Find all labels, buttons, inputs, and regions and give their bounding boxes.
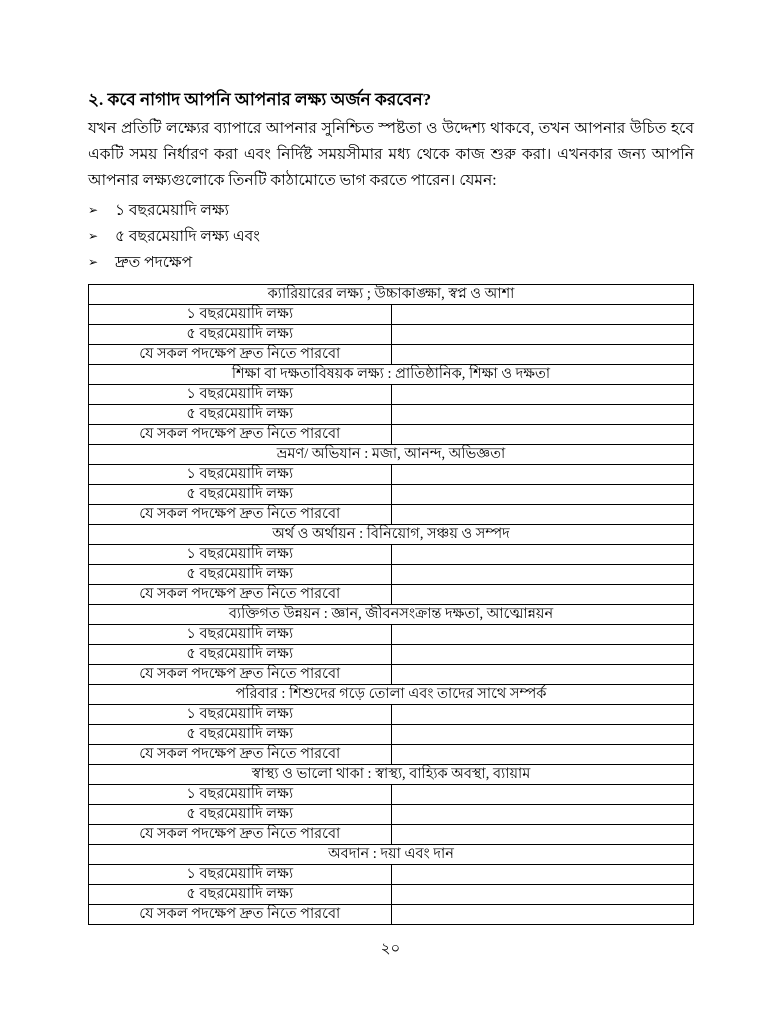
row-label: ৫ বছরমেয়াদি লক্ষ্য [89, 405, 392, 425]
row-label: যে সকল পদক্ষেপ দ্রুত নিতে পারবো [89, 585, 392, 605]
list-item-label: ১ বছরমেয়াদি লক্ষ্য [115, 202, 229, 219]
table-row [89, 865, 694, 885]
section-title: পরিবার : শিশুদের গড়ে তোলা এবং তাদের সাথে সম্পর্ক [89, 685, 694, 705]
row-label: ৫ বছরমেয়াদি লক্ষ্য [89, 565, 392, 585]
goals-table [88, 284, 694, 925]
row-value-cell [391, 385, 694, 405]
list-item [88, 198, 694, 224]
arrow-bullet-icon: ➢ [88, 229, 99, 243]
arrow-bullet-icon: ➢ [88, 203, 99, 217]
table-row [89, 545, 694, 565]
section-heading: ২. কবে নাগাদ আপনি আপনার লক্ষ্য অর্জন করবেন? [88, 90, 432, 109]
row-label: ১ বছরমেয়াদি লক্ষ্য [89, 705, 392, 725]
row-label: যে সকল পদক্ষেপ দ্রুত নিতে পারবো [89, 825, 392, 845]
table-row [89, 825, 694, 845]
table-row [89, 385, 694, 405]
section-title: ভ্রমণ/ অভিযান : মজা, আনন্দ, অভিজ্ঞতা [89, 445, 694, 465]
section-title: ক্যারিয়ারের লক্ষ্য ; উচ্চাকাঙ্ক্ষা, স্বপ্ন ও আশা [89, 285, 694, 305]
page-number: ২০ [380, 941, 401, 957]
table-row [89, 305, 694, 325]
intro-paragraph: যখন প্রতিটি লক্ষ্যের ব্যাপারে আপনার সুনিশ্চিত স্পষ্টতা ও উদ্দেশ্য থাকবে, তখন আপনার উচিত হবে একটি সময় নির্ধারণ করা এবং নির্দিষ্ট সময়সীমার মধ্য থেকে কাজ শুরু করা। এখনকার জন্য আপনি আপনার লক্ষ্যগুলোকে তিনটি কাঠামোতে ভাগ করতে পারেন। যেমন: [88, 120, 694, 189]
row-value-cell [391, 345, 694, 365]
table-row [89, 805, 694, 825]
row-label: ৫ বছরমেয়াদি লক্ষ্য [89, 325, 392, 345]
row-label: ১ বছরমেয়াদি লক্ষ্য [89, 625, 392, 645]
table-section-header-row [89, 445, 694, 465]
table-section-header-row [89, 845, 694, 865]
row-value-cell [391, 405, 694, 425]
section-title: শিক্ষা বা দক্ষতাবিষয়ক লক্ষ্য : প্রাতিষ্ঠানিক, শিক্ষা ও দক্ষতা [89, 365, 694, 385]
table-row [89, 505, 694, 525]
row-value-cell [391, 545, 694, 565]
section-title: অর্থ ও অর্থায়ন : বিনিয়োগ, সঞ্চয় ও সম্পদ [89, 525, 694, 545]
section-title: অবদান : দয়া এবং দান [89, 845, 694, 865]
list-item [88, 250, 694, 276]
row-value-cell [391, 585, 694, 605]
row-value-cell [391, 565, 694, 585]
table-row [89, 785, 694, 805]
table-row [89, 425, 694, 445]
table-row [89, 405, 694, 425]
table-row [89, 585, 694, 605]
section-title: ব্যক্তিগত উন্নয়ন : জ্ঞান, জীবনসংক্রান্ত দক্ষতা, আত্মোন্নয়ন [89, 605, 694, 625]
row-value-cell [391, 865, 694, 885]
table-section-header-row [89, 525, 694, 545]
row-value-cell [391, 745, 694, 765]
row-value-cell [391, 465, 694, 485]
row-label: যে সকল পদক্ষেপ দ্রুত নিতে পারবো [89, 665, 392, 685]
row-label: ৫ বছরমেয়াদি লক্ষ্য [89, 885, 392, 905]
row-value-cell [391, 905, 694, 925]
row-value-cell [391, 625, 694, 645]
arrow-bullet-icon: ➢ [88, 255, 99, 269]
row-value-cell [391, 485, 694, 505]
row-label: ১ বছরমেয়াদি লক্ষ্য [89, 465, 392, 485]
page-content [88, 90, 694, 925]
row-value-cell [391, 725, 694, 745]
row-label: ৫ বছরমেয়াদি লক্ষ্য [89, 725, 392, 745]
row-label: যে সকল পদক্ষেপ দ্রুত নিতে পারবো [89, 345, 392, 365]
row-value-cell [391, 645, 694, 665]
table-section-header-row [89, 685, 694, 705]
row-label: ১ বছরমেয়াদি লক্ষ্য [89, 545, 392, 565]
row-label: ৫ বছরমেয়াদি লক্ষ্য [89, 485, 392, 505]
row-label: যে সকল পদক্ষেপ দ্রুত নিতে পারবো [89, 745, 392, 765]
table-row [89, 565, 694, 585]
table-row [89, 885, 694, 905]
table-row [89, 645, 694, 665]
table-row [89, 725, 694, 745]
row-label: ১ বছরমেয়াদি লক্ষ্য [89, 305, 392, 325]
goals-table-body [89, 285, 694, 925]
list-item-label: দ্রুত পদক্ষেপ [115, 254, 193, 271]
table-section-header-row [89, 605, 694, 625]
table-row [89, 705, 694, 725]
table-row [89, 325, 694, 345]
table-row [89, 905, 694, 925]
table-row [89, 745, 694, 765]
row-value-cell [391, 325, 694, 345]
row-value-cell [391, 805, 694, 825]
goal-type-list [88, 198, 694, 276]
list-item-label: ৫ বছরমেয়াদি লক্ষ্য এবং [115, 228, 260, 245]
row-label: যে সকল পদক্ষেপ দ্রুত নিতে পারবো [89, 905, 392, 925]
row-value-cell [391, 705, 694, 725]
row-value-cell [391, 505, 694, 525]
table-section-header-row [89, 365, 694, 385]
table-row [89, 465, 694, 485]
table-row [89, 665, 694, 685]
row-label: ১ বছরমেয়াদি লক্ষ্য [89, 385, 392, 405]
row-value-cell [391, 665, 694, 685]
row-label: যে সকল পদক্ষেপ দ্রুত নিতে পারবো [89, 505, 392, 525]
table-section-header-row [89, 285, 694, 305]
table-section-header-row [89, 765, 694, 785]
table-row [89, 345, 694, 365]
row-label: ৫ বছরমেয়াদি লক্ষ্য [89, 645, 392, 665]
row-value-cell [391, 305, 694, 325]
row-label: ১ বছরমেয়াদি লক্ষ্য [89, 785, 392, 805]
row-value-cell [391, 425, 694, 445]
row-value-cell [391, 825, 694, 845]
table-row [89, 625, 694, 645]
table-row [89, 485, 694, 505]
row-label: যে সকল পদক্ষেপ দ্রুত নিতে পারবো [89, 425, 392, 445]
row-value-cell [391, 785, 694, 805]
row-value-cell [391, 885, 694, 905]
section-title: স্বাস্থ্য ও ভালো থাকা : স্বাস্থ্য, বাহ্যিক অবস্থা, ব্যায়াম [89, 765, 694, 785]
row-label: ৫ বছরমেয়াদি লক্ষ্য [89, 805, 392, 825]
list-item [88, 224, 694, 250]
row-label: ১ বছরমেয়াদি লক্ষ্য [89, 865, 392, 885]
